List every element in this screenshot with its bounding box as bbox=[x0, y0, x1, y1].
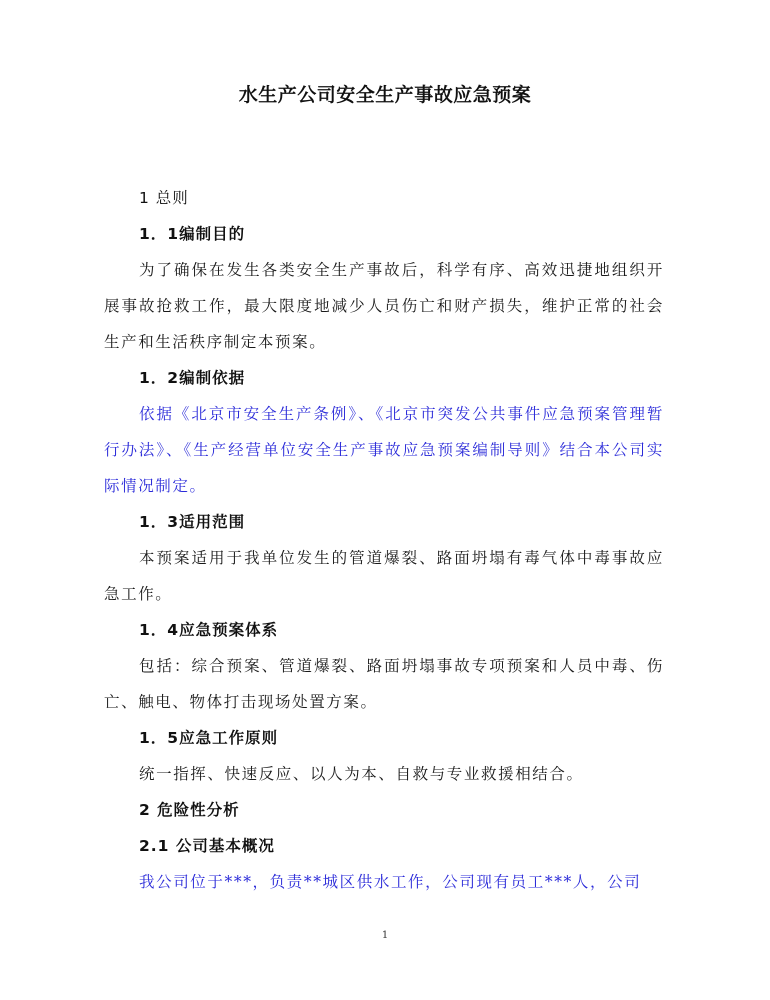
paragraph-1-3: 本预案适用于我单位发生的管道爆裂、路面坍塌有毒气体中毒事故应急工作。 bbox=[104, 549, 664, 603]
section-heading-1-5: 1．5应急工作原则 bbox=[139, 729, 279, 747]
document-body bbox=[104, 180, 664, 900]
paragraph-1-5: 统一指挥、快速反应、以人为本、自救与专业救援相结合。 bbox=[139, 765, 584, 783]
section-heading-1: 1 总则 bbox=[139, 189, 189, 207]
page-number: 1 bbox=[381, 930, 389, 941]
paragraph-1-1: 为了确保在发生各类安全生产事故后，科学有序、高效迅捷地组织开展事故抢救工作，最大限度地减少人员伤亡和财产损失，维护正常的社会生产和生活秩序制定本预案。 bbox=[104, 261, 664, 351]
paragraph-1-4: 包括：综合预案、管道爆裂、路面坍塌事故专项预案和人员中毒、伤亡、触电、物体打击现场处置方案。 bbox=[104, 657, 664, 711]
section-heading-1-3: 1．3适用范围 bbox=[139, 513, 246, 531]
section-heading-2: 2 危险性分析 bbox=[139, 801, 240, 819]
section-heading-2-1: 2.1 公司基本概况 bbox=[139, 837, 275, 855]
document-title: 水生产公司安全生产事故应急预案 bbox=[238, 84, 532, 106]
section-heading-1-4: 1．4应急预案体系 bbox=[139, 621, 279, 639]
section-heading-1-2: 1．2编制依据 bbox=[139, 369, 246, 387]
paragraph-1-2: 依据《北京市安全生产条例》、《北京市突发公共事件应急预案管理暂行办法》、《生产经营单位安全生产事故应急预案编制导则》结合本公司实际情况制定。 bbox=[104, 405, 664, 495]
paragraph-2-1: 我公司位于***，负责**城区供水工作，公司现有员工***人，公司 bbox=[139, 873, 642, 891]
section-heading-1-1: 1．1编制目的 bbox=[139, 225, 246, 243]
